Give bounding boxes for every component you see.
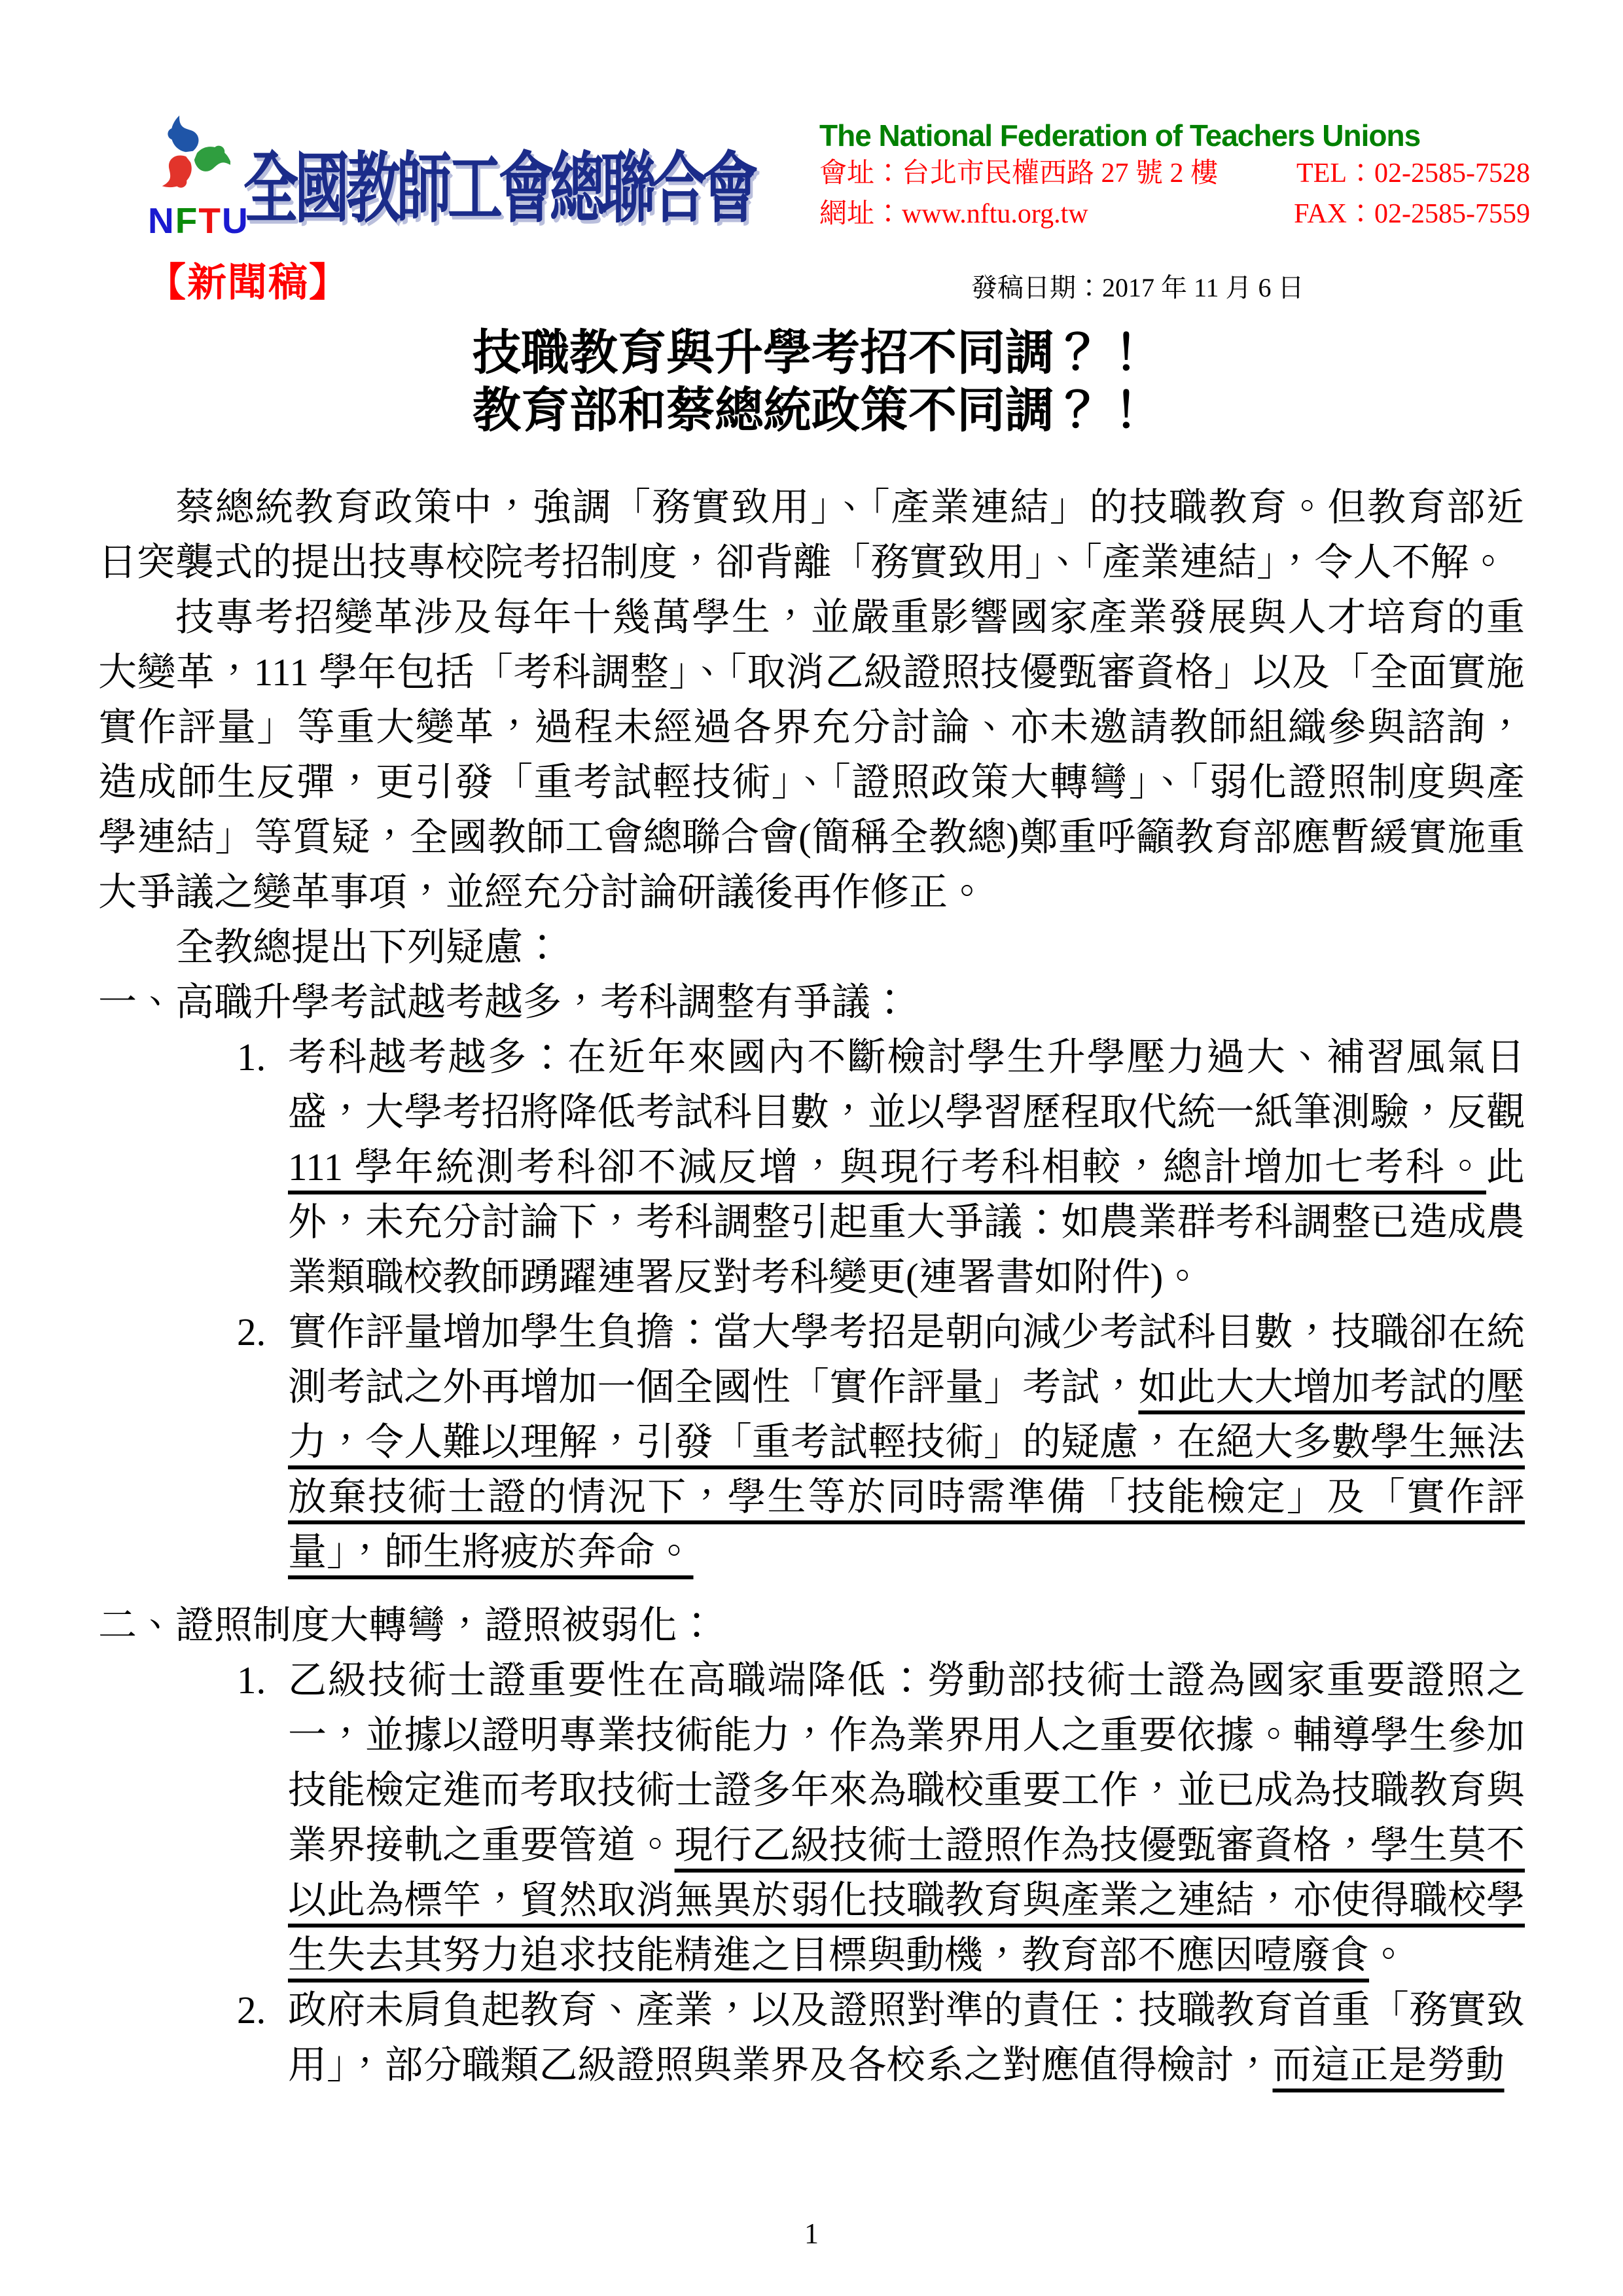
org-website: 網址：www.nftu.org.tw [819,199,1088,229]
org-telephone: TEL：02-2585-7528 [1296,158,1530,188]
paragraph-intro-2: 技專考招變革涉及每年十幾萬學生，並嚴重影響國家產業發展與人才培育的重大變革，111 學年包括「考科調整」、「取消乙級證照技優甄審資格」以及「全面實施實作評量」等重大變革，過程未經過各界充分討論、亦未邀請教師組織參與諮詢，造成師生反彈，更引發「重考試輕技術」、「證照政策大轉彎」、「弱化證照制度與產學連結」等質疑，全國教師工會總聯合會(簡稱全教總)鄭重呼籲教育部應暫緩實施重大爭議之變革事項，並經充分討論研議後再作修正。 [98,596,1525,914]
contact-row [819,157,1530,190]
org-fax: FAX：02-2585-7559 [1294,199,1530,229]
section-1 [98,975,1525,1579]
nftu-letter: T [198,200,222,241]
org-name-chinese: 全國教師工會總聯合會 [243,147,755,232]
contact-row [819,198,1530,230]
list-item [98,1030,1525,1304]
item-text-underlined: 現行乙級技術士證照作為技優甄審資格，學生莫不以此為標竿，貿然取消無異於弱化技職教育與產業之連結，亦使得職校學生失去其努力追求技能精進之目標與動機，教育部不應因噎廢食 [288,1823,1525,1977]
release-date: 發稿日期：2017 年 11 月 6 日 [971,273,1304,302]
list-item [98,1653,1525,1982]
paragraph-lead-in: 全教總提出下列疑慮： [175,925,562,969]
page-number: 1 [804,2217,819,2250]
item-text: 實作評量增加學生負擔：當大學考招是朝向減少考試科目數，技職卻在統測考試之外再增加一個全國性「實作評量」考試， [288,1310,1525,1408]
item-text: 政府未肩負起教育、產業，以及證照對準的責任：技職教育首重「務實致用」，部分職類乙級證照與業界及各校系之對應值得檢討， [288,1988,1525,2087]
nftu-logo-icon [151,103,230,208]
section-2-heading: 二、證照制度大轉彎，證照被弱化： [98,1604,717,1647]
headline [0,325,1623,440]
document-body [98,480,1525,2092]
item-number: 2. [237,1988,266,2032]
section-2 [98,1598,1525,2092]
paragraph-intro-1: 蔡總統教育政策中，強調「務實致用」、「產業連結」的技職教育。但教育部近日突襲式的提出技專校院考招制度，卻背離「務實致用」、「產業連結」，令人不解。 [98,486,1525,584]
item-text: 。 [1369,1933,1408,1977]
nftu-letter: U [221,200,249,241]
item-text-underlined: 而這正是勞動 [1272,2043,1505,2087]
org-address: 會址：台北市民權西路 27 號 2 樓 [819,158,1219,188]
item-text: 乙級技術士證重要性在高職端降低：勞動部技術士證為國家重要證照之一，並據以證明專業技術能力，作為業界用人之重要依據。輔導學生參加技能檢定進而考取技術士證多年來為職校重要工作，並已成為技職教育與業界接軌之重要管道。 [288,1659,1525,1867]
headline-line-2: 教育部和蔡總統政策不同調？！ [473,384,1150,438]
item-number: 1. [237,1659,266,1702]
list-item [98,1982,1525,2092]
item-text-underlined: 111 學年統測考科卻不減反增，與現行考科相較，總計增加七考科。 [288,1145,1486,1189]
nftu-letter: F [175,200,199,241]
item-text: 考科越考越多：在近年來國內不斷檢討學生升學壓力過大、補習風氣日盛，大學考招將降低考試科目數，並以學習歷程取代統一紙筆測驗，反觀 [288,1035,1525,1134]
item-number: 1. [237,1035,266,1079]
section-1-heading: 一、高職升學考試越考越多，考科調整有爭議： [98,980,910,1024]
nftu-letter: N [148,200,175,241]
item-number: 2. [237,1310,266,1354]
list-item [98,1304,1525,1579]
item-text-underlined: 如此大大增加考試的壓力，令人難以理解，引發「重考試輕技術」的疑慮，在絕大多數學生無法放棄技術士證的情況下，學生等於同時需準備「技能檢定」及「實作評量」，師生將疲於奔命。 [288,1365,1525,1573]
nftu-acronym [148,200,249,241]
org-name-english: The National Federation of Teachers Unions [819,118,1421,152]
item-text: 此外，未充分討論下，考科調整引起重大爭議：如農業群考科調整已造成農業類職校教師踴躍連署反對考科變更(連署書如附件)。 [288,1145,1525,1299]
doc-type-label: 【新聞稿】 [147,261,349,304]
headline-line-1: 技職教育與升學考招不同調？！ [473,327,1150,380]
